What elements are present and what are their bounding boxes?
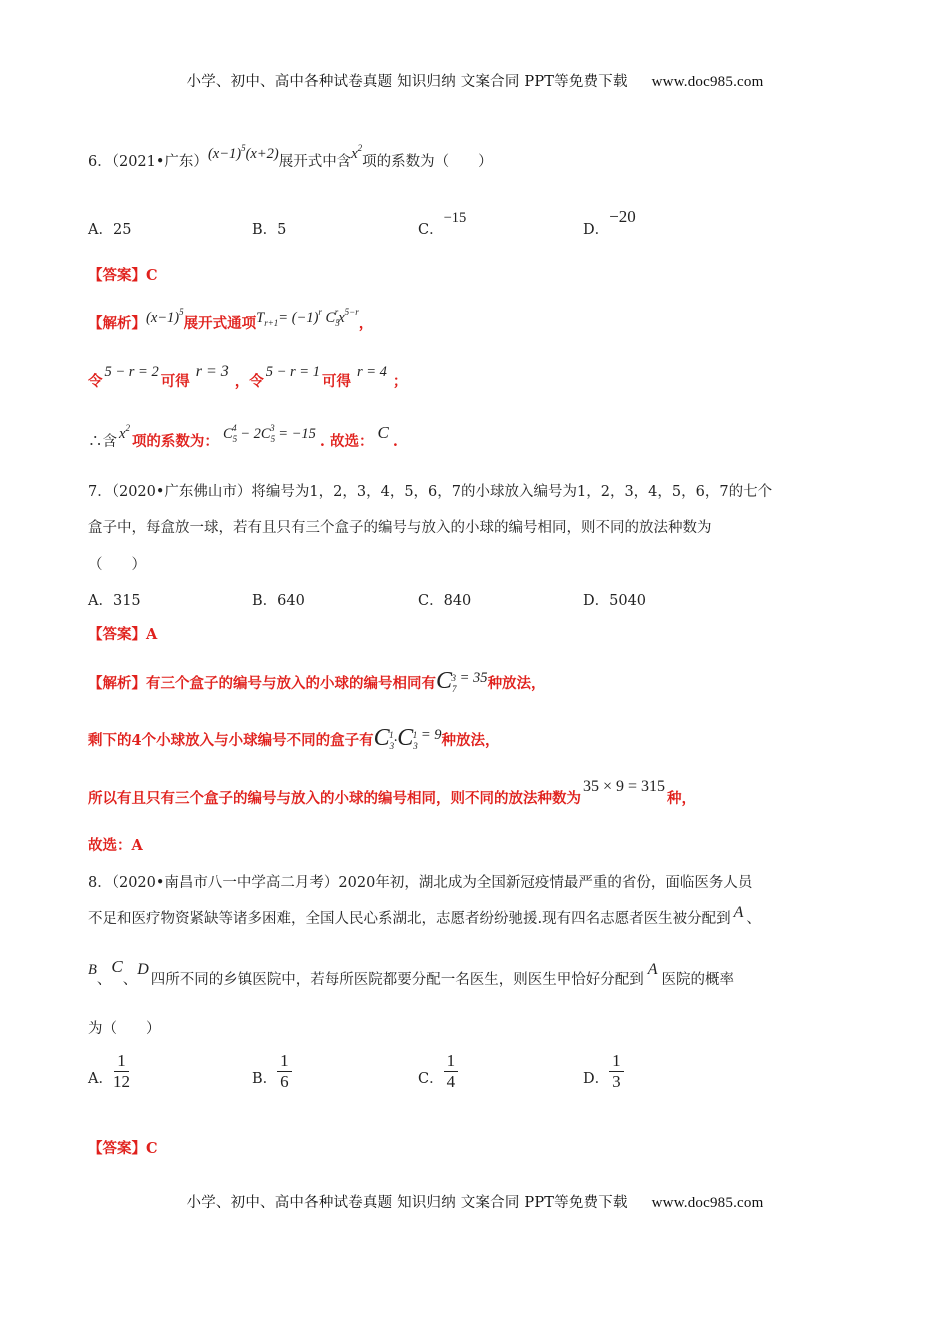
q6-sol3-gx: . 故选： [319,433,374,450]
q8-line2-text: 不足和医疗物资紧缺等诸多困难，全国人民心系湖北，志愿者纷纷驰援.现有四名志愿者医生被分配到 [88,911,731,927]
q7-sol1-end: 种放法， [487,675,546,692]
q7-solution-line3 [88,778,697,808]
q6-sol2-kede: 可得 [160,373,190,390]
q7-sol2-end: 种放法， [441,732,500,749]
q6-sol1-T: T [256,310,265,326]
q6-stem [88,143,493,171]
q8-line2-A: A [733,904,744,921]
q6-expr-b: (x+2) [245,146,279,162]
q6-sol3-end: . [392,433,398,450]
q6-sol3-x-base: x [119,426,126,442]
q6-sol3-C1sup: 4 [232,423,237,433]
q7-option-d: D．5040 [583,593,647,609]
q8-line2-end: 、 [746,911,761,927]
q8-option-b-num: 1 [277,1052,292,1072]
q8-option-b-fraction [277,1052,292,1091]
q6-mid: 展开式中含 [278,154,352,170]
q6-sol1-Tsub: r+1 [264,318,279,328]
page-footer [0,1191,950,1212]
q6-option-c-label: C． [418,222,444,238]
q7-option-b: B．640 [252,593,305,609]
q6-sol3-therefore-wrap [88,434,117,450]
q6-sol3-C2sub: 5 [270,434,276,444]
q7-sol2-C2sup: 1 [412,730,418,740]
q8-option-a-fraction [113,1052,130,1091]
q8-option-d-num: 1 [609,1052,624,1072]
q6-option-c [418,210,467,239]
q6-option-b: B．5 [252,222,287,238]
q8-option-b [252,1052,292,1091]
q6-sol2-kede2: 可得 [321,373,351,390]
q7-sol1-eq: = 35 [456,670,488,686]
q7-sol1-formula [436,668,488,694]
q8-option-b-label: B． [252,1071,278,1088]
q7-option-c: C．840 [418,593,472,609]
q7-stem-line2: 盒子中，每盒放一球，若有且只有三个盒子的编号与放入的小球的编号相同，则不同的放法种数为 [88,520,712,536]
q6-sol1-expr-exp: 5 [179,307,184,317]
q6-answer: 【答案】C [88,267,158,284]
q7-sol2-text: 剩下的4个小球放入与小球编号不同的盒子有 [88,732,374,749]
q8-answer: 【答案】C [88,1140,158,1157]
q6-sol3-therefore: ∴含 [88,434,117,450]
q7-sol1-Csub: 7 [452,684,457,694]
q8-line3-D: D [137,961,149,978]
q7-answer: 【答案】A [88,626,158,643]
q7-sol2-C2sub: 3 [413,741,418,751]
q7-solution-line1 [88,668,546,695]
q8-option-a [88,1052,130,1091]
q6-sol2-end: ； [392,373,408,390]
q7-sol2-C1sub: 3 [389,741,395,751]
q6-option-d-value: −20 [609,207,636,226]
q6-sol3-text: 项的系数为： [131,433,219,450]
q6-sol1-r: r [318,307,322,317]
q8-option-a-num: 1 [114,1052,129,1072]
q6-expr [207,143,279,162]
q6-sol3-x [119,423,130,442]
q6-sol1-expr-base: (x−1) [146,310,180,326]
q6-sol3-minus: − 2C [236,426,271,442]
q8-line3-end: 医院的概率 [661,972,735,988]
q7-sol2-eq: = 9 [417,727,442,743]
q8-line3-sep1: 、 [96,972,112,988]
q8-line3-sep2: 、 [122,972,138,988]
q6-sol1-end: ， [358,315,374,332]
q7-sol2-C2: C [397,725,414,751]
header-site: www.doc985.com [651,74,764,90]
q6-expr-a: (x−1) [207,146,242,162]
q6-sol3-result: = −15 [274,426,316,442]
q6-prefix: 6．（2021•广东） [88,154,208,170]
q8-option-d-den: 3 [612,1071,621,1091]
page-header [0,70,950,91]
q6-exp5: 5 [241,143,246,153]
q6-sol3-C1sub: 5 [232,434,238,444]
q7-sol1-C: C [436,668,453,694]
q7-sol2-formula [373,725,442,751]
q7-sol3-expr: 35 × 9 = 315 [583,778,666,795]
q6-sol2-ling2: ，令 [234,373,264,390]
q6-sol1-Csup: r [334,307,339,317]
q8-option-c-den: 4 [446,1071,456,1091]
q6-solution-line1 [88,307,374,333]
q8-option-b-den: 6 [280,1071,289,1091]
q6-sol1-formula [256,307,359,328]
q8-option-d-label: D． [583,1071,610,1088]
q7-solution-line2 [88,725,500,752]
q6-sol1-expr [146,307,184,326]
q8-option-c-num: 1 [444,1052,459,1072]
footer-text: 小学、初中、高中各种试卷真题 知识归纳 文案合同 PPT等免费下载 [186,1195,628,1211]
q6-sol2-eq1: 5 − r = 2 [104,364,159,380]
q6-sol3-C2sup: 3 [270,423,275,433]
q6-x [351,143,363,162]
q6-sol3-formula [222,423,316,444]
q6-sol3-C1: C [222,426,233,442]
q8-stem-line1: 8．（2020•南昌市八一中学高二月考）2020年初，湖北成为全国新冠疫情最严重的省份，面临医务人员 [88,875,753,891]
q6-sol2-ling: 令 [88,373,103,390]
q6-sol1-eq: = (−1) [278,310,319,326]
q8-line3-C: C [111,957,123,976]
q8-option-d [583,1052,624,1091]
q6-sol2-r3: r = 3 [195,363,229,380]
q8-option-c [418,1052,458,1091]
q6-sol1-text: 展开式通项 [183,315,257,332]
q6-option-d [583,207,636,239]
q8-option-c-label: C． [418,1071,444,1088]
q7-sol-label: 【解析】 [88,675,146,692]
q6-solution-line2 [88,363,408,391]
q8-stem-line2 [88,904,761,928]
q6-suffix: 项的系数为（ ） [362,154,493,170]
q7-sol3-end: 种， [667,790,697,807]
q7-sol2-C1: C [373,725,390,751]
q8-option-c-fraction [444,1052,459,1091]
header-text: 小学、初中、高中各种试卷真题 知识归纳 文案合同 PPT等免费下载 [186,74,628,90]
q8-option-d-fraction [609,1052,624,1091]
q6-x-base: x [351,146,358,162]
q6-sol3-x-exp: 2 [125,423,130,433]
q6-sol2-eq2: 5 − r = 1 [265,364,320,380]
q6-x-exp: 2 [357,143,363,153]
q6-option-a: A．25 [88,222,132,238]
q8-line3-A: A [647,961,658,978]
q6-option-c-value: −15 [443,210,467,226]
q6-sol1-Csub: 5 [335,318,340,328]
q7-solution-line4: 故选：A [88,837,143,854]
q7-stem-line3: （ ） [88,557,146,573]
q6-sol1-C: C [325,310,336,326]
q6-sol1-xsup: 5−r [344,307,359,317]
q7-sol3-text: 所以有且只有三个盒子的编号与放入的小球的编号相同，则不同的放法种数为 [88,790,581,807]
q7-sol1-text: 有三个盒子的编号与放入的小球的编号相同有 [146,675,436,692]
q7-sol2-C1sup: 1 [389,730,394,740]
q6-sol3-ans: C [377,423,389,442]
q7-sol2-dot: · [393,733,398,749]
q8-stem-line3 [88,957,735,989]
q8-line3-B: B [88,962,97,978]
q8-line3-text: 四所不同的乡镇医院中，若每所医院都要分配一名医生，则医生甲恰好分配到 [150,972,644,988]
q6-sol-label: 【解析】 [88,315,146,332]
q7-stem-line1: 7．（2020•广东佛山市）将编号为1，2，3，4，5，6，7的小球放入编号为1，2，3，4，5，6，7的七个 [88,484,773,500]
q6-sol2-r4: r = 4 [356,364,387,380]
q8-option-a-label: A． [88,1071,113,1088]
q7-sol1-Csup: 3 [451,673,457,683]
q8-option-a-den: 12 [112,1071,130,1091]
q6-option-d-label: D． [583,222,610,238]
q6-sol1-x: x [338,310,345,326]
footer-site: www.doc985.com [651,1195,764,1211]
q6-solution-line3 [88,423,398,451]
q7-option-a: A．315 [88,593,141,609]
q8-stem-line4: 为（ ） [88,1021,161,1037]
